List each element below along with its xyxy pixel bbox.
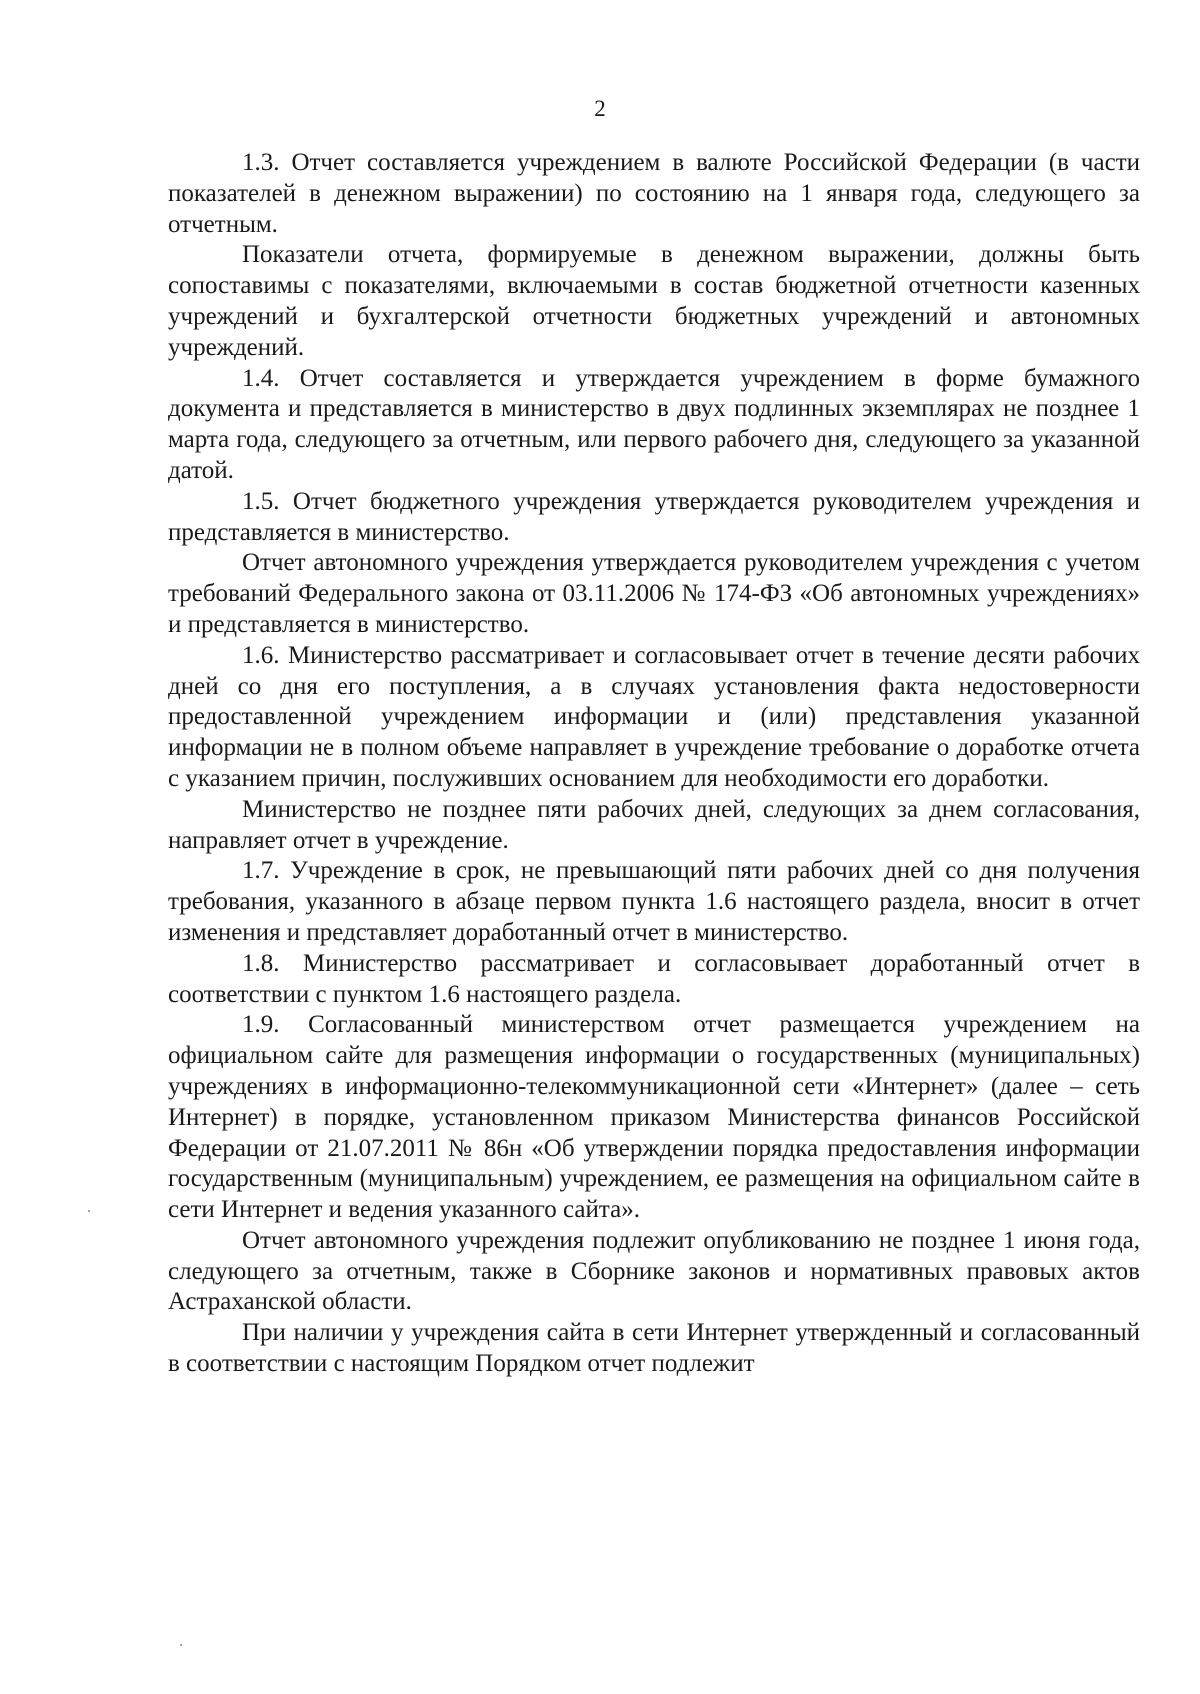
scan-speck xyxy=(88,1210,90,1212)
paragraph-1-7: 1.7. Учреждение в срок, не превышающий пяти рабочих дней со дня получения требования, указанного в абзаце первом пункта 1.6 настоящего раздела, вносит в отчет изменения и представляет доработанный отчет в министерство. xyxy=(168,857,1140,946)
document-body xyxy=(168,148,1140,1380)
paragraph-website: При наличии у учреждения сайта в сети Интернет утвержденный и согласованный в соответствии с настоящим Порядком отчет подлежит xyxy=(168,1319,1140,1378)
paragraph-ministry-return: Министерство не позднее пяти рабочих дней, следующих за днем согласования, направляет отчет в учреждение. xyxy=(168,795,1140,854)
scan-speck xyxy=(180,1644,182,1646)
paragraph-1-6: 1.6. Министерство рассматривает и согласовывает отчет в течение десяти рабочих дней со дня его поступления, а в случаях установления факта недостоверности предоставленной учреждением информации и (или) представления указанной информации не в полном объеме направляет в учреждение требование о доработке отчета с указанием причин, послуживших основанием для необходимости его доработки. xyxy=(168,641,1140,792)
paragraph-1-8: 1.8. Министерство рассматривает и согласовывает доработанный отчет в соответствии с пунктом 1.6 настоящего раздела. xyxy=(168,949,1140,1008)
page-number: 2 xyxy=(594,96,606,121)
paragraph-1-5: 1.5. Отчет бюджетного учреждения утверждается руководителем учреждения и представляется в министерство. xyxy=(168,487,1140,546)
paragraph-indicators: Показатели отчета, формируемые в денежном выражении, должны быть сопоставимы с показателями, включаемыми в состав бюджетной отчетности казенных учреждений и бухгалтерской отчетности бюджетных учреждений и автономных учреждений. xyxy=(168,241,1140,361)
paragraph-1-9: 1.9. Согласованный министерством отчет размещается учреждением на официальном сайте для размещения информации о государственных (муниципальных) учреждениях в информационно-телекоммуникационной сети «Интернет» (далее – сеть Интернет) в порядке, установленном приказом Министерства финансов Российской Федерации от 21.07.2011 № 86н «Об утверждении порядка предоставления информации государственным (муниципальным) учреждением, ее размещения на официальном сайте в сети Интернет и ведения указанного сайта». xyxy=(168,1011,1140,1224)
paragraph-1-4: 1.4. Отчет составляется и утверждается учреждением в форме бумажного документа и представляется в министерство в двух подлинных экземплярах не позднее 1 марта года, следующего за отчетным, или первого рабочего дня, следующего за указанной датой. xyxy=(168,364,1140,484)
paragraph-autonomous-approval: Отчет автономного учреждения утверждается руководителем учреждения с учетом требований Федерального закона от 03.11.2006 № 174-ФЗ «Об автономных учреждениях» и представляется в министерство. xyxy=(168,549,1140,638)
paragraph-publication: Отчет автономного учреждения подлежит опубликованию не позднее 1 июня года, следующего за отчетным, также в Сборнике законов и нормативных правовых актов Астраханской области. xyxy=(168,1226,1140,1316)
paragraph-1-3: 1.3. Отчет составляется учреждением в валюте Российской Федерации (в части показателей в денежном выражении) по состоянию на 1 января года, следующего за отчетным. xyxy=(168,149,1140,238)
